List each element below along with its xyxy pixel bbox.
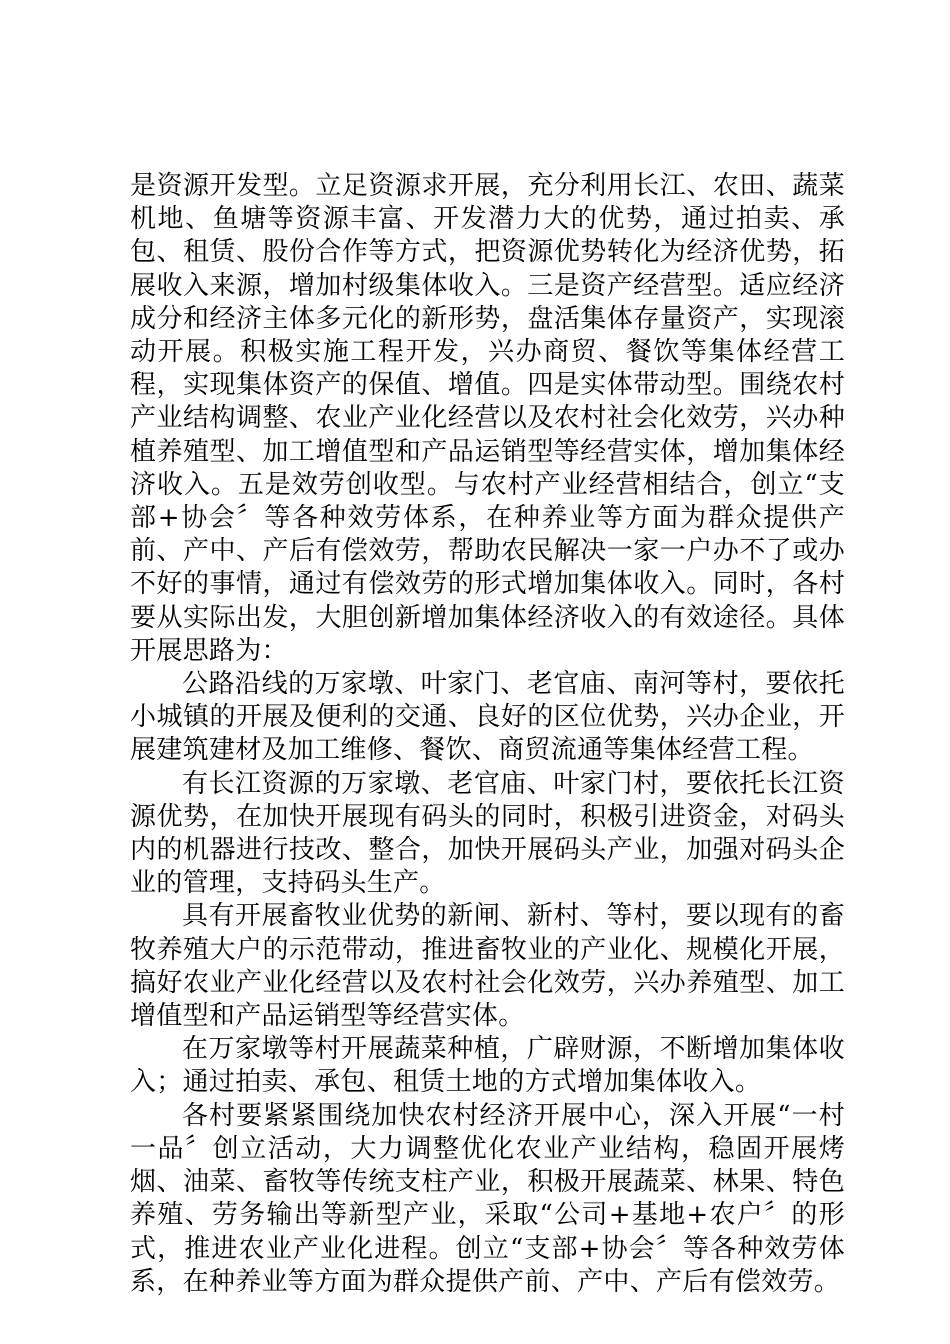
paragraph-development-types: 是资源开发型。立足资源求开展，充分利用长江、农田、蔬菜机地、鱼塘等资源丰富、开发潜力大的优势，通过拍卖、承包、租赁、股份合作等方式，把资源优势转化为经济优势，拓展收入来源，增加村级集体收入。三是资产经营型。适应经济成分和经济主体多元化的新形势，盘活集体存量资产，实现滚动开展。积极实施工程开发，兴办商贸、餐饮等集体经营工程，实现集体资产的保值、增值。四是实体带动型。围绕农村产业结构调整、农业产业化经营以及农村社会化效劳，兴办种植养殖型、加工增值型和产品运销型等经营实体，增加集体经济收入。五是效劳创收型。与农村产业经营相结合，创立“支部+协会〞等各种效劳体系，在种养业等方面为群众提供产前、产中、产后有偿效劳，帮助农民解决一家一户办不了或办不好的事情，通过有偿效劳的形式增加集体收入。同时，各村要从实际出发，大胆创新增加集体经济收入的有效途径。具体开展思路为：	[130, 171, 845, 666]
paragraph-yangtze-resources: 有长江资源的万家墩、老官庙、叶家门村，要依托长江资源优势，在加快开展现有码头的同时，积极引进资金，对码头内的机器进行技改、整合，加快开展码头产业，加强对码头企业的管理，支持码头生产。	[130, 768, 845, 899]
paragraph-animal-husbandry: 具有开展畜牧业优势的新闸、新村、等村，要以现有的畜牧养殖大户的示范带动，推进畜牧业的产业化、规模化开展，搞好农业产业化经营以及农村社会化效劳，兴办养殖型、加工增值型和产品运销型等经营实体。	[130, 901, 845, 1032]
paragraph-highway-villages: 公路沿线的万家墩、叶家门、老官庙、南河等村，要依托小城镇的开展及便利的交通、良好的区位优势，兴办企业，开展建筑建材及加工维修、餐饮、商贸流通等集体经营工程。	[130, 669, 845, 766]
document-body	[130, 170, 845, 1299]
paragraph-vegetable-planting: 在万家墩等村开展蔬菜种植，广辟财源，不断增加集体收入；通过拍卖、承包、租赁土地的方式增加集体收入。	[130, 1034, 845, 1098]
paragraph-one-village-one-product: 各村要紧紧围绕加快农村经济开展中心，深入开展“一村一品〞创立活动，大力调整优化农业产业结构，稳固开展烤烟、油菜、畜牧等传统支柱产业，积极开展蔬菜、林果、特色养殖、劳务输出等新型产业，采取“公司+基地+农户〞的形式，推进农业产业化进程。创立“支部+协会〞等各种效劳体系，在种养业等方面为群众提供产前、产中、产后有偿效劳。	[130, 1100, 845, 1297]
